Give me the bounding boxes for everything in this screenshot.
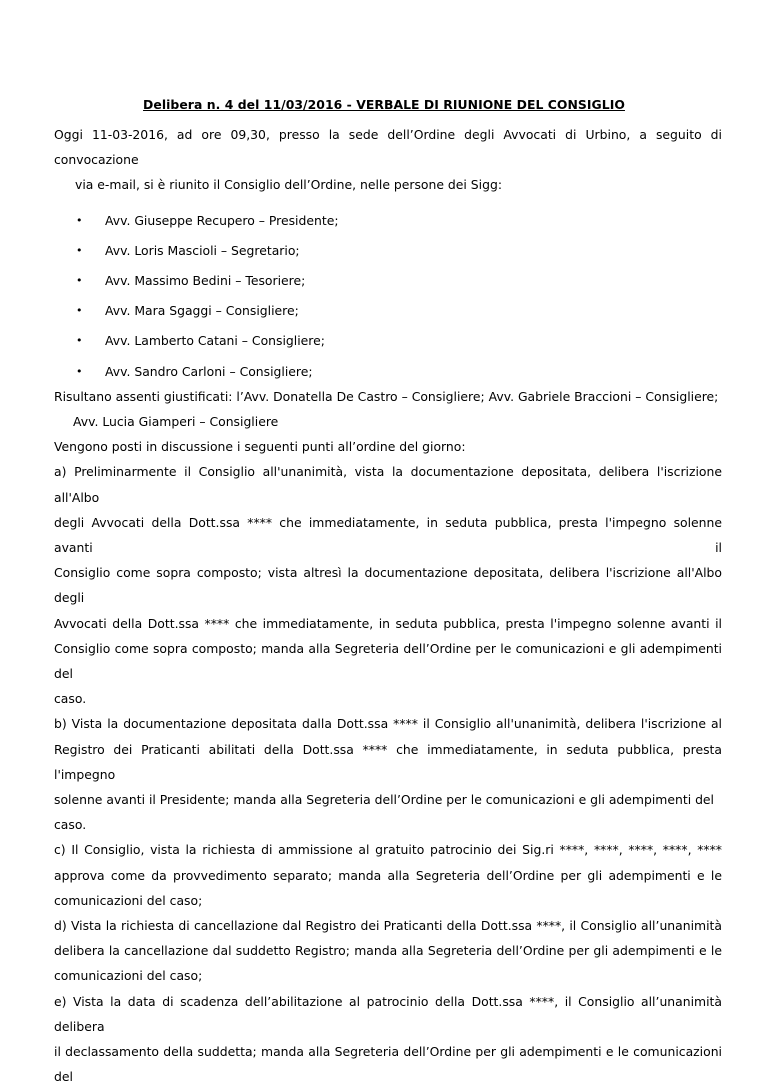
list-item	[54, 236, 722, 266]
paragraph-line: Avvocati della Dott.ssa **** che immediatamente, in seduta pubblica, presta l'impegno solenne avanti il	[54, 615, 722, 631]
list-item	[54, 326, 722, 356]
members-list	[54, 206, 722, 387]
bullet-icon: •	[76, 334, 83, 348]
agenda-item-d	[54, 913, 722, 989]
agenda-item-b	[54, 711, 722, 837]
bullet-icon: •	[76, 273, 83, 287]
bullet-icon: •	[76, 364, 83, 378]
agenda-intro-line: Vengono posti in discussione i seguenti punti all’ordine del giorno:	[54, 439, 466, 455]
paragraph-line: comunicazioni del caso;	[54, 968, 203, 984]
paragraph-line: delibera la cancellazione dal suddetto Registro; manda alla Segreteria dell’Ordine per gli adempimenti e le	[54, 943, 722, 959]
member-name: Avv. Giuseppe Recupero – Presidente;	[105, 212, 339, 228]
absent-line: Avv. Lucia Giamperi – Consigliere	[73, 413, 279, 429]
bullet-icon: •	[76, 213, 83, 227]
paragraph-line: a) Preliminarmente il Consiglio all'unanimità, vista la documentazione depositata, delibera l'iscrizione all'Albo	[54, 464, 722, 505]
agenda-intro	[54, 434, 722, 459]
member-name: Avv. Sandro Carloni – Consigliere;	[105, 363, 313, 379]
paragraph-line: e) Vista la data di scadenza dell’abilitazione al patrocinio della Dott.ssa ****, il Consiglio all’unanimità delibera	[54, 993, 722, 1034]
paragraph-line: il declassamento della suddetta; manda alla Segreteria dell’Ordine per gli adempimenti e le comunicazioni del	[54, 1044, 722, 1085]
list-item	[54, 206, 722, 236]
paragraph-line: solenne avanti il Presidente; manda alla Segreteria dell’Ordine per le comunicazioni e gli adempimenti del caso.	[54, 791, 715, 833]
agenda-item-c	[54, 837, 722, 913]
paragraph-line: approva come da provvedimento separato; manda alla Segreteria dell’Ordine per gli adempimenti e le	[54, 867, 722, 883]
member-name: Avv. Mara Sgaggi – Consigliere;	[105, 303, 299, 319]
agenda-item-e	[54, 989, 722, 1089]
list-item	[54, 296, 722, 326]
paragraph-line: Consiglio come sopra composto; vista altresì la documentazione depositata, delibera l'iscrizione all'Albo degli	[54, 565, 722, 606]
absent-paragraph	[54, 384, 722, 434]
paragraph-line: caso.	[54, 691, 87, 707]
paragraph-line: Registro dei Praticanti abilitati della Dott.ssa **** che immediatamente, in seduta pubblica, presta l'impegno	[54, 741, 722, 782]
member-name: Avv. Lamberto Catani – Consigliere;	[105, 333, 325, 349]
paragraph-line: d) Vista la richiesta di cancellazione dal Registro dei Praticanti della Dott.ssa ****, il Consiglio all’unanimità	[54, 918, 722, 933]
paragraph-line: Consiglio come sopra composto; manda alla Segreteria dell’Ordine per le comunicazioni e gli adempimenti del	[54, 640, 722, 681]
member-name: Avv. Massimo Bedini – Tesoriere;	[105, 272, 306, 288]
agenda-item-a	[54, 459, 722, 711]
paragraph-line: degli Avvocati della Dott.ssa **** che immediatamente, in seduta pubblica, presta l'impegno solenne avanti il	[54, 514, 722, 555]
document-body	[54, 122, 722, 1089]
paragraph-line: b) Vista la documentazione depositata dalla Dott.ssa **** il Consiglio all'unanimità, delibera l'iscrizione al	[54, 716, 722, 732]
bullet-icon: •	[76, 243, 83, 257]
paragraph-line: c) Il Consiglio, vista la richiesta di ammissione al gratuito patrocinio dei Sig.ri ****, ****, ****, ****, ****	[54, 842, 722, 858]
intro-line: Oggi 11-03-2016, ad ore 09,30, presso la sede dell’Ordine degli Avvocati di Urbino, a seguito di convocazione	[54, 127, 722, 168]
member-name: Avv. Loris Mascioli – Segretario;	[105, 242, 300, 258]
intro-line: via e-mail, si è riunito il Consiglio dell’Ordine, nelle persone dei Sigg:	[75, 177, 503, 193]
list-item	[54, 357, 722, 387]
intro-paragraph	[54, 122, 722, 198]
page-title: Delibera n. 4 del 11/03/2016 - VERBALE DI RIUNIONE DEL CONSIGLIO	[143, 97, 625, 112]
paragraph-line: comunicazioni del caso;	[54, 892, 203, 908]
list-item	[54, 266, 722, 296]
bullet-icon: •	[76, 304, 83, 318]
absent-line: Risultano assenti giustificati: l’Avv. Donatella De Castro – Consigliere; Avv. Gabriele Braccioni – Consigliere;	[54, 388, 719, 404]
